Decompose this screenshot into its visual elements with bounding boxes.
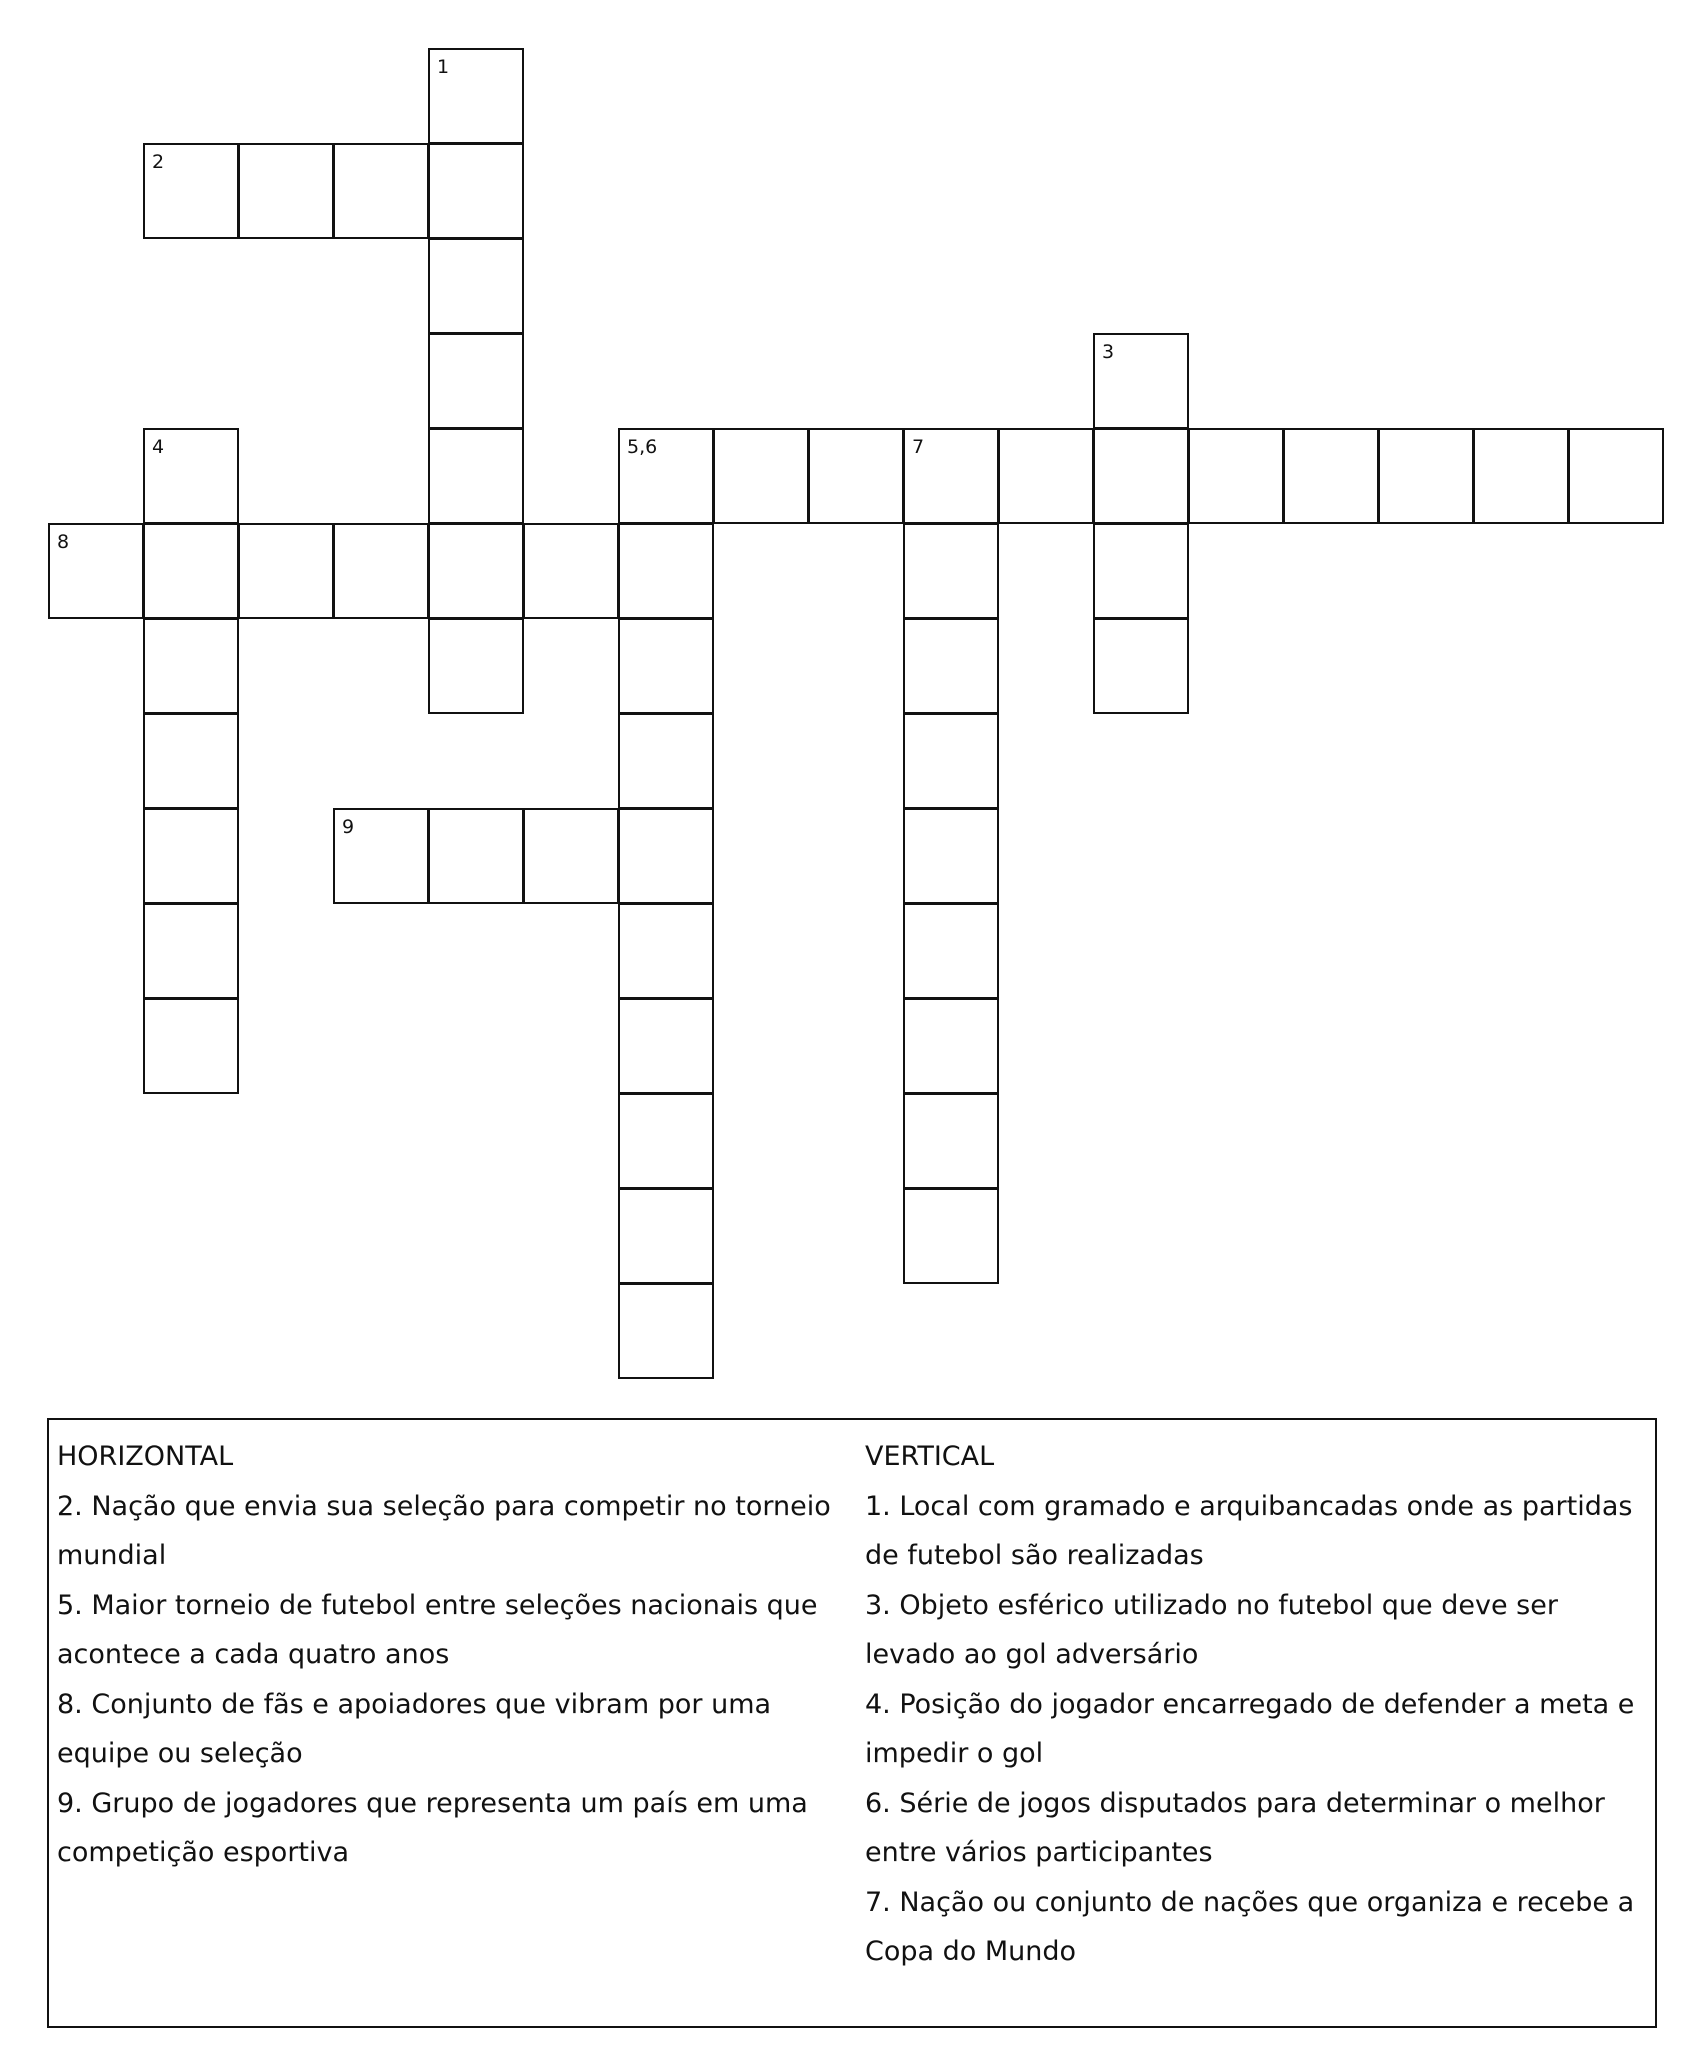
crossword-cell[interactable] (903, 998, 999, 1094)
crossword-cell[interactable] (238, 143, 334, 239)
crossword-cell[interactable] (333, 808, 429, 904)
clue-horizontal-2: 2. Nação que envia sua seleção para competir no torneio mundial (57, 1490, 831, 1571)
vertical-heading: VERTICAL (865, 1441, 995, 1472)
crossword-cell[interactable] (618, 808, 714, 904)
crossword-cell[interactable] (1473, 428, 1569, 524)
crossword-cell[interactable] (523, 808, 619, 904)
crossword-cell[interactable] (1093, 523, 1189, 619)
crossword-cell[interactable] (1378, 428, 1474, 524)
clue-number: 9 (342, 816, 355, 838)
crossword-cell[interactable] (618, 1093, 714, 1189)
crossword-cell[interactable] (618, 1283, 714, 1379)
crossword-cell[interactable] (1188, 428, 1284, 524)
clue-number: 3 (1102, 341, 1115, 363)
crossword-cell[interactable] (523, 523, 619, 619)
clue-vertical-1: 1. Local com gramado e arquibancadas onde as partidas de futebol são realizadas (865, 1490, 1633, 1571)
horizontal-clues (57, 1432, 857, 1878)
crossword-cell[interactable] (903, 1188, 999, 1284)
crossword-cell[interactable] (143, 998, 239, 1094)
clue-horizontal-5: 5. Maior torneio de futebol entre seleções nacionais que acontece a cada quatro anos (57, 1589, 818, 1670)
crossword-cell[interactable] (143, 523, 239, 619)
crossword-cell[interactable] (428, 48, 524, 144)
clue-vertical-7: 7. Nação ou conjunto de nações que organiza e recebe a Copa do Mundo (865, 1886, 1635, 1967)
clue-number: 4 (152, 436, 165, 458)
clue-number: 2 (152, 151, 165, 173)
crossword-cell[interactable] (1568, 428, 1664, 524)
crossword-cell[interactable] (333, 523, 429, 619)
clue-vertical-3: 3. Objeto esférico utilizado no futebol que deve ser levado ao gol adversário (865, 1589, 1558, 1670)
crossword-cell[interactable] (618, 428, 714, 524)
crossword-cell[interactable] (618, 903, 714, 999)
vertical-clues (865, 1432, 1655, 1977)
clue-vertical-6: 6. Série de jogos disputados para determinar o melhor entre vários participantes (865, 1787, 1605, 1868)
crossword-cell[interactable] (143, 428, 239, 524)
crossword-cell[interactable] (428, 333, 524, 429)
crossword-cell[interactable] (143, 143, 239, 239)
crossword-cell[interactable] (618, 523, 714, 619)
clue-vertical-4: 4. Posição do jogador encarregado de defender a meta e impedir o gol (865, 1688, 1635, 1769)
crossword-cell[interactable] (1093, 428, 1189, 524)
crossword-cell[interactable] (143, 713, 239, 809)
crossword-cell[interactable] (903, 428, 999, 524)
crossword-cell[interactable] (428, 523, 524, 619)
crossword-cell[interactable] (903, 618, 999, 714)
crossword-cell[interactable] (428, 143, 524, 239)
crossword-cell[interactable] (428, 238, 524, 334)
crossword-cell[interactable] (808, 428, 904, 524)
crossword-cell[interactable] (618, 998, 714, 1094)
crossword-cell[interactable] (618, 618, 714, 714)
crossword-cell[interactable] (428, 428, 524, 524)
crossword-cell[interactable] (903, 713, 999, 809)
crossword-cell[interactable] (1093, 333, 1189, 429)
clue-horizontal-8: 8. Conjunto de fãs e apoiadores que vibram por uma equipe ou seleção (57, 1688, 772, 1769)
crossword-cell[interactable] (428, 808, 524, 904)
crossword-cell[interactable] (238, 523, 334, 619)
crossword-cell[interactable] (618, 1188, 714, 1284)
crossword-cell[interactable] (618, 713, 714, 809)
crossword-cell[interactable] (713, 428, 809, 524)
crossword-cell[interactable] (903, 903, 999, 999)
clue-number: 1 (437, 56, 450, 78)
crossword-cell[interactable] (333, 143, 429, 239)
crossword-cell[interactable] (903, 808, 999, 904)
crossword-cell[interactable] (903, 523, 999, 619)
crossword-cell[interactable] (143, 808, 239, 904)
crossword-cell[interactable] (143, 903, 239, 999)
clue-horizontal-9: 9. Grupo de jogadores que representa um país em uma competição esportiva (57, 1787, 808, 1868)
crossword-cell[interactable] (1093, 618, 1189, 714)
crossword-cell[interactable] (903, 1093, 999, 1189)
clue-number: 7 (912, 436, 925, 458)
crossword-cell[interactable] (1283, 428, 1379, 524)
crossword-cell[interactable] (428, 618, 524, 714)
crossword-cell[interactable] (998, 428, 1094, 524)
clue-number: 5,6 (627, 436, 658, 458)
crossword-cell[interactable] (48, 523, 144, 619)
clue-number: 8 (57, 531, 70, 553)
horizontal-heading: HORIZONTAL (57, 1441, 234, 1472)
clues-box (47, 1418, 1657, 2028)
crossword-cell[interactable] (143, 618, 239, 714)
